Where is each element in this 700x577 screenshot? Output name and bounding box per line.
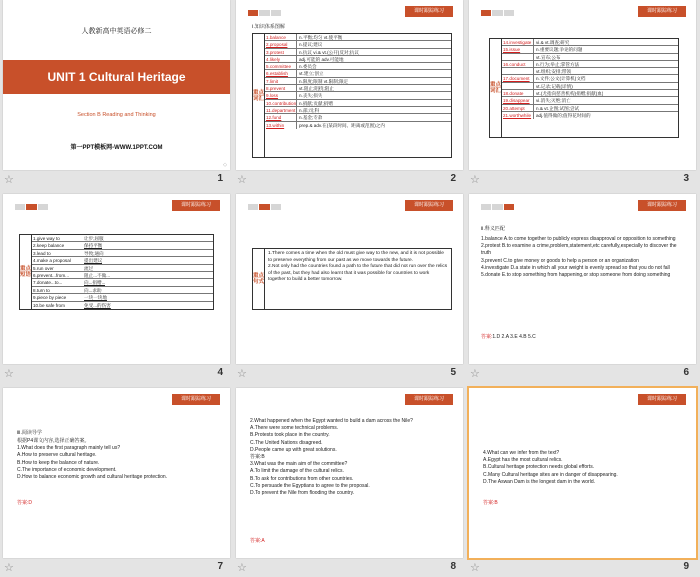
term: 6.prevent...from... xyxy=(33,272,69,278)
definition: n.基金;专款 xyxy=(299,115,323,121)
answer-label: 答案: xyxy=(17,500,29,506)
slide-thumbnail-7[interactable] xyxy=(0,388,233,577)
exercise-badge: 课时跟踪练习 xyxy=(172,200,220,211)
slide-preview xyxy=(3,388,230,558)
term: 16.conduct xyxy=(502,61,534,67)
answer-line xyxy=(481,334,536,341)
tab-strip xyxy=(481,204,515,210)
answer-value: 1.D 2.A 3.E 4.B 5.C xyxy=(492,334,536,340)
star-icon[interactable]: ☆ xyxy=(4,174,14,186)
term: 1.give way to xyxy=(33,236,60,241)
slide-number: 2 xyxy=(450,173,456,184)
table-row xyxy=(32,265,213,272)
slide-preview xyxy=(236,194,463,364)
vocab-table xyxy=(489,38,679,138)
definition: 导致;通向 xyxy=(84,250,104,256)
definition: 保持平衡 xyxy=(84,243,103,249)
slide-number: 3 xyxy=(683,173,689,184)
term: 2.keep balance xyxy=(33,243,65,249)
term: 15.issue xyxy=(502,46,534,52)
phrase-table xyxy=(19,234,214,310)
table-row xyxy=(32,257,213,264)
answer-label: 答案: xyxy=(250,538,262,544)
vocab-table xyxy=(252,33,452,158)
term xyxy=(502,54,534,60)
definition: n.限度;限制 vt.限制;限定 xyxy=(299,78,349,84)
term xyxy=(502,83,534,89)
term: 5.committee xyxy=(265,63,297,69)
definition: vt.记录;记载(详情) xyxy=(536,83,573,89)
section-heading: Ⅲ.阅读导学 xyxy=(17,430,42,436)
star-icon[interactable]: ☆ xyxy=(4,368,14,380)
table-row xyxy=(265,100,451,107)
definition: 提出建议 xyxy=(84,258,103,264)
answer-value: D xyxy=(28,500,33,506)
answer-line xyxy=(250,538,265,545)
tab-strip xyxy=(248,204,282,210)
matching-text: 1.balance A.to come together to publicly express disapproval or opposition to something 2.protest B.to examine a crime,problem,statement,etc carefully,especially to discover the truth 3.prevent C.to give money or goods to help a person or an organization 4.investigate D.a state in which all your weight is evenly spread so that you do not fall 5.donate E.to stop something from happening,or stop someone from doing something xyxy=(481,236,677,279)
table-row xyxy=(32,279,213,286)
term: 11.department xyxy=(266,107,296,113)
table-row xyxy=(265,63,451,70)
definition: n.抗议 vi.& vt.(公开)反对;抗议 xyxy=(299,49,359,55)
answer-label: 答案: xyxy=(481,334,493,340)
term: 18.donate xyxy=(502,90,534,96)
term: 4.likely xyxy=(265,56,297,62)
table-row xyxy=(502,112,678,119)
table-row xyxy=(32,250,213,257)
slide-number: 7 xyxy=(217,561,223,572)
term: 4.make a proposal xyxy=(33,258,71,264)
star-icon[interactable]: ☆ xyxy=(237,368,247,380)
definition: n.& vt.企图;试图;尝试 xyxy=(536,105,580,111)
definition: 向...求助 xyxy=(84,287,102,293)
table-side-label: 重点句式 xyxy=(253,249,265,309)
slide-number: 5 xyxy=(450,367,456,378)
definition: 阻止...不做... xyxy=(84,272,111,278)
table-row xyxy=(265,85,451,92)
term: 9.loss xyxy=(265,92,297,98)
definition: 免受...的伤害 xyxy=(84,302,111,308)
term: 10.contribution xyxy=(266,100,297,106)
table-row xyxy=(502,90,678,97)
tab-strip xyxy=(15,204,49,210)
term: 10.be safe from xyxy=(33,302,65,308)
exercise-badge: 课时跟踪练习 xyxy=(405,6,453,17)
answer-line xyxy=(483,500,498,507)
table-row xyxy=(265,114,451,121)
definition: n.提议;建议 xyxy=(299,42,323,48)
definition: vi.消失;灭绝;消亡 xyxy=(536,98,571,104)
star-icon[interactable]: ☆ xyxy=(237,174,247,186)
answer-value: A xyxy=(261,538,265,544)
slide-thumbnail-4[interactable] xyxy=(0,194,233,386)
star-icon[interactable]: ☆ xyxy=(4,562,14,574)
table-row xyxy=(502,75,678,82)
definition: n.重要议题;争论的问题 xyxy=(536,47,583,53)
section-subtitle: Section B Reading and Thinking xyxy=(77,112,156,118)
term: 2.proposal xyxy=(265,41,297,47)
tab-strip xyxy=(481,10,515,16)
table-row xyxy=(32,235,213,242)
vocab-rows xyxy=(502,39,678,119)
definition: vt.宣布;公布 xyxy=(536,54,561,60)
vocab-rows xyxy=(265,34,451,129)
term: 1.balance xyxy=(265,34,297,40)
slide-thumbnail-9[interactable] xyxy=(466,388,699,577)
table-row xyxy=(32,287,213,294)
phrase-rows xyxy=(32,235,213,309)
table-row xyxy=(32,242,213,249)
slide-thumbnail-3[interactable] xyxy=(466,0,699,192)
exercise-badge: 课时跟踪练习 xyxy=(405,394,453,405)
definition: vt.建立;创立 xyxy=(299,71,324,77)
slide-thumbnail-1[interactable] xyxy=(0,0,233,192)
table-row xyxy=(502,68,678,75)
definition: 一块一块地 xyxy=(84,295,107,301)
table-row xyxy=(265,92,451,99)
table-side-label: 重点短语 xyxy=(20,235,32,309)
definition: vt.组织;安排;带领 xyxy=(536,69,571,75)
table-row xyxy=(265,78,451,85)
table-side-label: 重点词汇 xyxy=(253,34,265,157)
table-side-label: 重点词汇 xyxy=(490,39,502,137)
table-row xyxy=(265,107,451,114)
table-row xyxy=(502,46,678,53)
slide-preview xyxy=(3,0,230,170)
section-heading: Ⅰ.知识体系图解 xyxy=(252,24,285,30)
slide-thumbnail-5[interactable] xyxy=(233,194,466,386)
slide-number: 6 xyxy=(683,367,689,378)
slide-number: 9 xyxy=(683,561,689,572)
term: 13.within xyxy=(265,122,297,129)
answer-line xyxy=(17,500,32,507)
table-row xyxy=(32,272,213,279)
slide-thumbnail-6[interactable] xyxy=(466,194,699,386)
definition: 流过 xyxy=(84,265,94,271)
star-icon[interactable]: ☆ xyxy=(470,174,480,186)
definition: adj.可能的 adv.可能地 xyxy=(299,56,344,62)
exercise-badge: 课时跟踪练习 xyxy=(405,200,453,211)
table-row xyxy=(502,105,678,112)
star-icon[interactable]: ☆ xyxy=(470,562,480,574)
exercise-badge: 课时跟踪练习 xyxy=(638,6,686,17)
table-row xyxy=(502,61,678,68)
table-row xyxy=(265,41,451,48)
question-text: 2.What happened when the Egypt wanted to build a dam across the Nile? A.There were some technical problems. B.Protests took place in the country. C.The United Nations disagreed. D.People came up with great solutions. 答案:B 3.What was the main aim of the committee? A.To limit the damage of the cultural relics. B.To ask for contributions from other countries. C.To persuade the Egyptians to agree to the proposal. D.To prevent the Nile from flooding the country. xyxy=(250,418,413,497)
table-row xyxy=(265,56,451,63)
star-icon[interactable]: ☆ xyxy=(470,368,480,380)
definition: n.行为;举止;掌管方法 xyxy=(536,61,580,67)
table-row xyxy=(502,39,678,46)
slide-thumbnail-2[interactable] xyxy=(233,0,466,192)
term: 3.lead to xyxy=(33,250,51,256)
term: 7.limit xyxy=(265,78,297,84)
table-row xyxy=(502,97,678,104)
definition: n.文件;公文(计算机)文档 xyxy=(536,76,586,82)
definition: n.部;司;科 xyxy=(299,107,320,113)
definition: vt.阻止;阻挠;阻止 xyxy=(299,86,334,92)
slide-number: 8 xyxy=(450,561,456,572)
term: 20.attempt xyxy=(502,105,534,111)
term: 21.worthwhile xyxy=(502,112,534,119)
definition: 让步;屈服 xyxy=(84,236,104,241)
term: 3.protest xyxy=(265,49,297,55)
section-heading: Ⅱ.释义匹配 xyxy=(481,226,505,232)
term: 14.investigate xyxy=(502,39,534,45)
exercise-badge: 课时跟踪练习 xyxy=(638,200,686,211)
table-row xyxy=(32,294,213,301)
answer-value: B xyxy=(494,500,498,506)
slide-number: 4 xyxy=(217,367,223,378)
slide-preview xyxy=(236,0,463,170)
definition: 向...捐赠... xyxy=(84,280,106,286)
slide-preview xyxy=(469,0,696,170)
table-row xyxy=(265,122,451,129)
slide-number: 1 xyxy=(217,173,223,184)
site-label: 第一PPT模板网-WWW.1PPT.COM xyxy=(70,145,163,151)
star-icon[interactable]: ☆ xyxy=(237,562,247,574)
exercise-badge: 课时跟踪练习 xyxy=(172,394,220,405)
term xyxy=(502,68,534,74)
slide-preview xyxy=(236,388,463,558)
table-row xyxy=(265,34,451,41)
term: 17.document xyxy=(502,75,534,81)
tab-strip xyxy=(248,10,282,16)
slide-preview xyxy=(3,194,230,364)
table-row xyxy=(32,302,213,309)
sentence-table xyxy=(252,248,452,310)
definition: adj.值得做的;值得花时间的 xyxy=(536,112,591,118)
term: 19.disappear xyxy=(502,97,534,103)
table-row xyxy=(502,83,678,90)
definition: n.平衡;均匀 vt.使平衡 xyxy=(299,35,343,40)
answer-label: 答案: xyxy=(483,500,495,506)
question-text: 4.What can we infer from the text? A.Egypt has the most cultural relics. B.Cultural heritage protection needs global efforts. C.Many Cultural heritage sites are in danger of disappearing. D.The Aswan Dam is the longest dam in the world. xyxy=(483,450,618,485)
slide-preview xyxy=(469,194,696,364)
term: 8.prevent xyxy=(265,85,297,91)
table-row xyxy=(265,70,451,77)
definition: prep.& adv.在(某段时间、距离或范围)之内 xyxy=(299,122,385,128)
term: 12.fund xyxy=(265,114,297,120)
slide-thumbnail-8[interactable] xyxy=(233,388,466,577)
subject-title: 人教新高中英语必修二 xyxy=(81,28,152,35)
sentence-text: 1.There comes a time when the old must give way to the new, and it is not possible to preserve everything from our past as we move towards the future. 2.Not only had the countries found a path to the future that did not run over the relics of the past, but they had also learnt that it was possible for countries to work together to build a better tomorrow. xyxy=(268,251,448,283)
definition: vi.& vt.调查;研究 xyxy=(536,40,570,45)
definition: vt.(尤指向慈善机构)捐赠;捐献(血) xyxy=(536,91,604,97)
slide-preview xyxy=(469,388,696,558)
term: 7.donate...to... xyxy=(33,280,63,286)
definition: n.委员会 xyxy=(299,64,317,70)
table-row xyxy=(502,54,678,61)
definition: n.捐献;贡献;捐赠 xyxy=(299,100,333,106)
term: 6.establish xyxy=(265,70,297,76)
term: 8.turn to xyxy=(33,287,50,293)
term: 5.run over xyxy=(33,265,54,271)
question-text: 根据P4课文内容,选择正确答案。 1.What does the first paragraph mainly tell us? A.How to preserve cultural heritage. B.How to keep the balance of nature. C.The importance of economic development. D.How to balance economic growth and cultural heritage protection. xyxy=(17,438,168,481)
term: 9.piece by piece xyxy=(33,295,67,301)
table-row xyxy=(265,49,451,56)
exercise-badge: 课时跟踪练习 xyxy=(638,394,686,405)
corner-mark: ◇ xyxy=(223,162,227,168)
unit-title-band: UNIT 1 Cultural Heritage xyxy=(3,60,230,94)
definition: n.丧失;损失 xyxy=(299,93,323,99)
